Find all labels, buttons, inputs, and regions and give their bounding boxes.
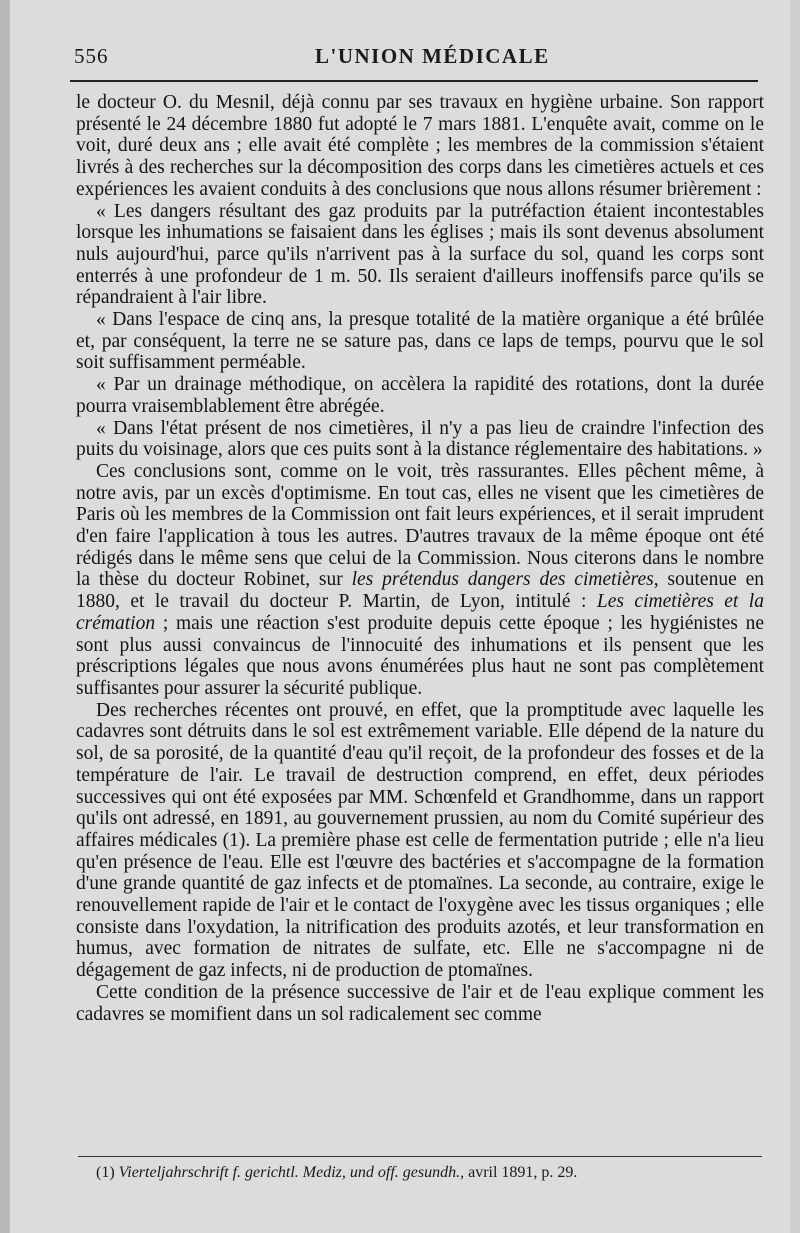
paragraph: le docteur O. du Mesnil, déjà connu par ses travaux en hygiène urbaine. Son rapport présenté le 24 décembre 1880 fut adopté le 7 mars 1881. L'enquête avait, comme on le voit, duré deux ans ; elle avait été complète ; les membres de la commission s'étaient livrés à des recherches sur la décomposition des corps dans les cimetières actuels et ces expériences les avaient conduits à des conclusions que nous allons résumer brièrement : bbox=[76, 92, 764, 200]
thesis-title-italic: les prétendus dangers des cimetières bbox=[351, 569, 654, 591]
paragraph: « Les dangers résultant des gaz produits par la putréfaction étaient incontestables lorsque les inhumations se faisaient dans les églises ; mais ils sont devenus absolument nuls aujourd'hui, parce qu'ils n'arrivent pas à la surface du sol, quand les corps sont enterrés à une profondeur de 1 m. 50. Ils seraient d'ailleurs inoffensifs parce qu'ils se répandraient à l'air libre. bbox=[76, 200, 764, 309]
page-left-edge-shadow bbox=[0, 0, 10, 1233]
paragraph: Cette condition de la présence successive de l'air et de l'eau explique comment les cadavres se momifient dans un sol radicalement sec comme bbox=[76, 981, 764, 1025]
running-header bbox=[70, 44, 760, 74]
running-title: L'UNION MÉDICALE bbox=[315, 44, 550, 68]
paragraph: Des recherches récentes ont prouvé, en effet, que la promptitude avec laquelle les cadavres sont détruits dans le sol est extrêmement variable. Elle dépend de la nature du sol, de sa porosité, de la quantité d'eau qu'il reçoit, de la profondeur des fosses et de la température de l'air. Le travail de destruction comprend, en effet, deux périodes successives qui ont été exposées par MM. Schœnfeld et Grandhomme, dans un rapport qu'ils ont adressé, en 1891, au gouvernement prussien, au nom du Comité supérieur des affaires médicales (1). La première phase est celle de fermentation putride ; elle n'a lieu qu'en présence de l'eau. Elle est l'œuvre des bactéries et s'accompagne de la formation d'une grande quantité de gaz infects et de ptomaïnes. La seconde, au contraire, exige le renouvellement rapide de l'air et le contact de l'oxygène avec les tissus organiques ; elle consiste dans l'oxydation, la nitrification des produits azotés, et leur transformation en humus, avec formation de nitrates de sulfate, etc. Elle ne s'accompagne ni de dégagement de gaz infects, ni de production de ptomaïnes. bbox=[76, 699, 764, 982]
text-run: Ces conclusions sont, comme on le voit, très rassurantes. Elles pêchent même, à notre avis, par un excès d'optimisme. En tout cas, elles ne visent que les cimetières de Paris où les membres de la Commission ont fait leurs expériences, et il serait imprudent d'en faire l'application à tous les autres. D'autres travaux de la même époque ont été rédigés dans le même sens que celui de la Commission. Nous citerons dans le nombre la thèse du docteur Robinet, sur bbox=[76, 460, 764, 591]
page-number: 556 bbox=[74, 44, 109, 68]
text-run: , soutenue en 1880, et le travail du docteur P. Martin, de Lyon, intitulé : bbox=[76, 569, 764, 613]
paragraph: « Par un drainage méthodique, on accèlera la rapidité des rotations, dont la durée pourra vraisemblablement être abrégée. bbox=[76, 374, 764, 417]
page-right-edge-shadow bbox=[790, 0, 800, 1233]
paragraph-with-citations bbox=[76, 461, 764, 700]
work-title-italic: Les cimetières et la crémation bbox=[76, 591, 764, 634]
paragraph: « Dans l'état présent de nos cimetières, il n'y a pas lieu de craindre l'infection des puits du voisinage, alors que ces puits sont à la distance réglementaire des habitations. » bbox=[76, 417, 764, 461]
text-run: ; mais une réaction s'est produite depuis cette époque ; les hygiénistes ne sont plus aussi convaincus de l'innocuité des inhumations et ils pensent que les préscriptions légales que nous avons énumérées plus haut ne sont pas complètement suffisantes pour assurer la sécurité publique. bbox=[76, 612, 764, 699]
footnote-rule bbox=[78, 1156, 762, 1157]
footnote bbox=[96, 1164, 756, 1182]
footnote-source-italic: Vierteljahrschrift f. gerichtl. Mediz, und off. gesundh. bbox=[118, 1164, 461, 1181]
footnote-reference: , avril 1891, p. 29. bbox=[460, 1164, 578, 1181]
paragraph: « Dans l'espace de cinq ans, la presque totalité de la matière organique a été brûlée et, par conséquent, la terre ne se sature pas, dans ce laps de temps, pourvu que le sol soit suffisamment perméable. bbox=[76, 309, 764, 374]
footnote-marker: (1) bbox=[96, 1164, 115, 1181]
header-rule bbox=[70, 80, 758, 82]
body-text bbox=[76, 92, 764, 1025]
